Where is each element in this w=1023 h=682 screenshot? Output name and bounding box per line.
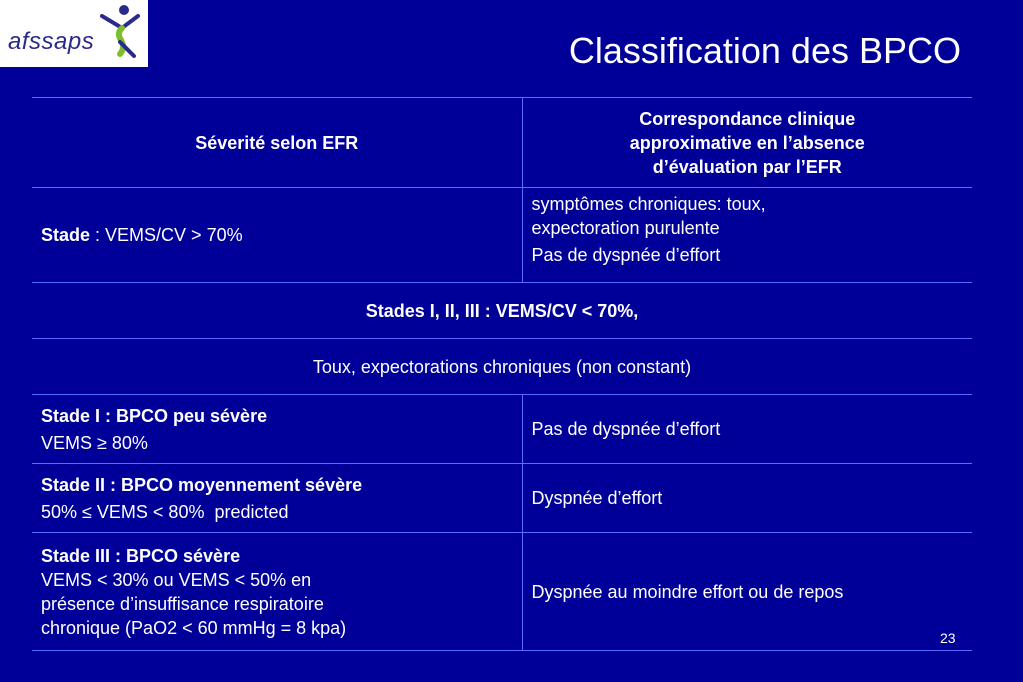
person-logo-icon	[94, 2, 144, 62]
stade3-clinical: Dyspnée au moindre effort ou de repos	[522, 533, 972, 651]
classification-table	[32, 97, 972, 651]
table-header-row	[32, 98, 972, 188]
header-severity: Séverité selon EFR	[32, 98, 522, 188]
header-clinical: Correspondance clinique approximative en l’absence d’évaluation par l’EFR	[522, 98, 972, 188]
table-row-stade2	[32, 464, 972, 533]
stade3-label: Stade III : BPCO sévère VEMS < 30% ou VEMS < 50% en présence d’insuffisance respiratoire chronique (PaO2 < 60 mmHg = 8 kpa)	[32, 533, 522, 651]
stade2-clinical: Dyspnée d’effort	[522, 464, 972, 533]
logo-text: afssaps	[8, 28, 95, 55]
table-row-stade	[32, 188, 972, 283]
stade2-label: Stade II : BPCO moyennement sévère 50% ≤ VEMS < 80% predicted	[32, 464, 522, 533]
stade1-label: Stade I : BPCO peu sévère VEMS ≥ 80%	[32, 395, 522, 464]
page-title: Classification des BPCO	[568, 30, 961, 71]
stades-span-cell: Stades I, II, III : VEMS/CV < 70%,	[32, 283, 972, 339]
stade-clinical: symptômes chroniques: toux, expectoration purulente Pas de dyspnée d’effort	[522, 188, 972, 283]
afssaps-logo	[0, 0, 148, 67]
toux-span-cell: Toux, expectorations chroniques (non constant)	[32, 339, 972, 395]
stade1-clinical: Pas de dyspnée d’effort	[522, 395, 972, 464]
stade-label: Stade : VEMS/CV > 70%	[32, 188, 522, 283]
page-number: 23	[940, 630, 956, 646]
table-row-stades-span	[32, 283, 972, 339]
table-row-stade3	[32, 533, 972, 651]
table-row-toux-span	[32, 339, 972, 395]
table-row-stade1	[32, 395, 972, 464]
